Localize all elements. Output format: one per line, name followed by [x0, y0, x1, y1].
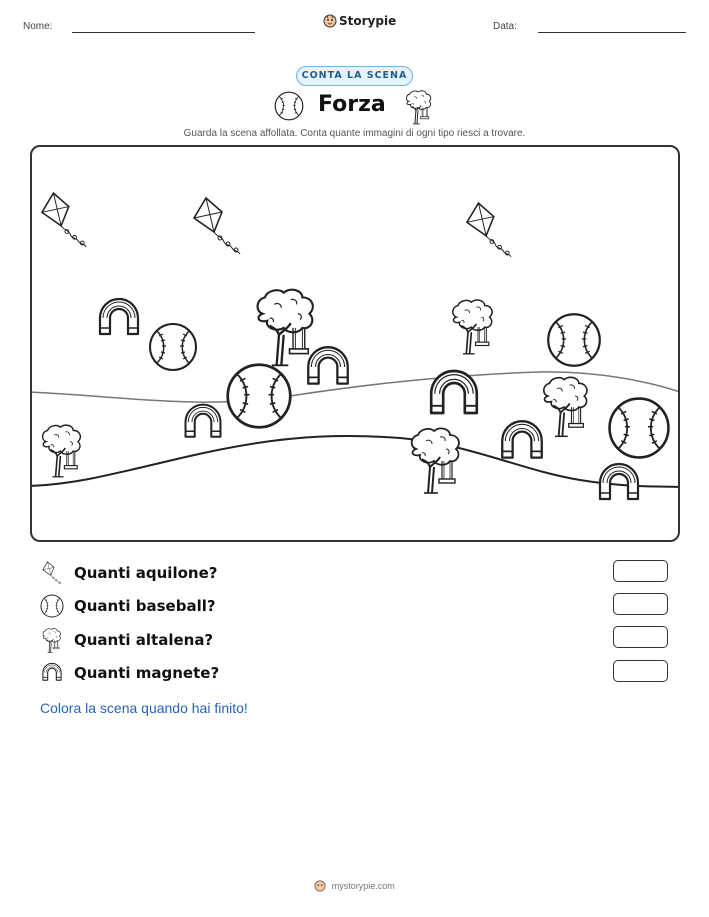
answer-box-kites[interactable]: [613, 560, 668, 582]
question-text: Quanti altalena?: [74, 631, 214, 649]
swing-tree-icon: [258, 290, 313, 366]
brand-name: Storypie: [339, 14, 397, 28]
answer-box-swings[interactable]: [613, 626, 668, 648]
magnet-icon: [308, 347, 348, 383]
baseball-icon: [228, 365, 291, 428]
swing-tree-icon: [403, 90, 435, 126]
footer: [0, 880, 709, 892]
swing-tree-icon: [453, 300, 492, 354]
activity-badge: CONTA LA SCENA: [296, 66, 413, 86]
scene-illustration: [30, 145, 680, 542]
magnet-icon: [40, 661, 64, 685]
magnet-icon: [431, 371, 477, 413]
name-label: Nome:: [23, 21, 53, 32]
question-text: Quanti magnete?: [74, 664, 220, 682]
question-text: Quanti baseball?: [74, 597, 216, 615]
baseball-icon: [610, 399, 669, 458]
page-title: Forza: [318, 92, 386, 117]
storypie-mascot-icon: [314, 880, 326, 892]
counting-scene: [30, 145, 680, 542]
date-label: Data:: [493, 21, 517, 32]
swing-tree-icon: [412, 428, 459, 493]
magnet-icon: [186, 405, 221, 437]
kite-icon: [467, 203, 511, 257]
magnet-icon: [502, 421, 542, 457]
instructions: Guarda la scena affollata. Conta quante immagini di ogni tipo riesci a trovare.: [183, 128, 526, 139]
brand-logo: [323, 14, 397, 33]
baseball-icon: [274, 91, 304, 121]
storypie-mascot-icon: [323, 14, 337, 28]
kite-icon: [42, 193, 86, 247]
answer-box-baseballs[interactable]: [613, 593, 668, 615]
date-line[interactable]: [538, 32, 686, 33]
kite-icon: [194, 198, 240, 254]
question-text: Quanti aquilone?: [74, 564, 218, 582]
kite-icon: [40, 561, 64, 585]
baseball-icon: [548, 314, 600, 366]
magnet-icon: [100, 299, 138, 334]
swing-tree-icon: [43, 425, 81, 477]
name-line[interactable]: [72, 32, 255, 33]
footer-url[interactable]: mystorypie.com: [331, 881, 395, 891]
magnet-icon: [600, 464, 638, 499]
baseball-icon: [150, 324, 196, 370]
swing-tree-icon: [40, 628, 64, 654]
closing-note: Colora la scena quando hai finito!: [40, 700, 248, 716]
swing-tree-icon: [544, 377, 587, 436]
baseball-icon: [40, 594, 64, 618]
answer-box-magnets[interactable]: [613, 660, 668, 682]
